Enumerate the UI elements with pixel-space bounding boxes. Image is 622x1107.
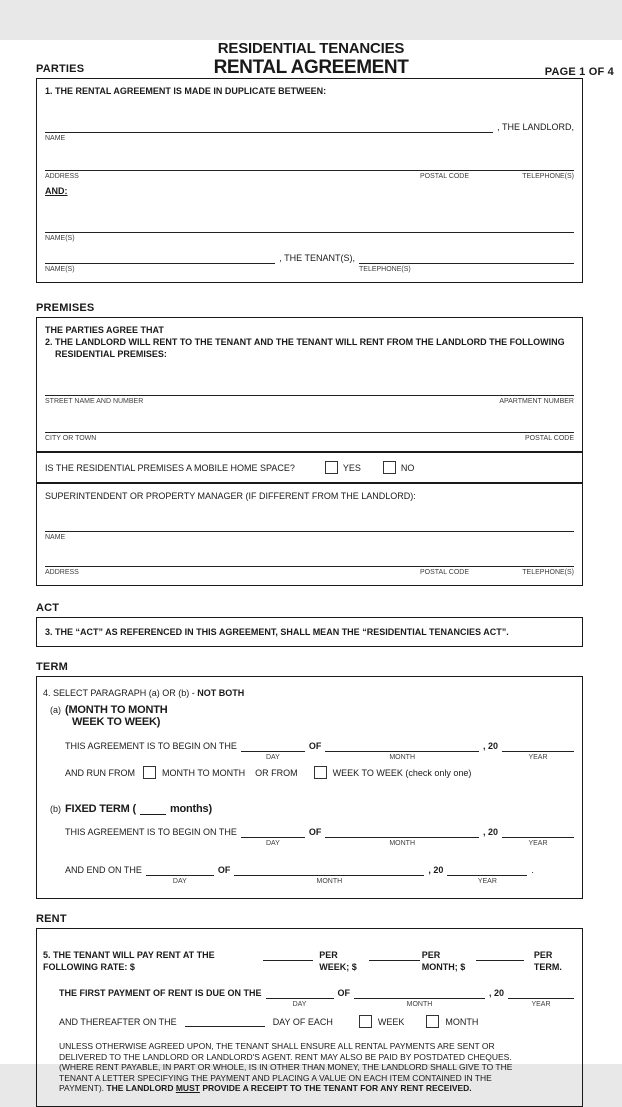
term-box — [36, 676, 583, 899]
mobile-home-no-checkbox[interactable] — [383, 461, 396, 474]
year-label: YEAR — [528, 754, 548, 761]
first-payment-text: THE FIRST PAYMENT OF RENT IS DUE ON THE — [59, 988, 262, 998]
city-field[interactable] — [45, 421, 574, 433]
landlord-address-group — [45, 159, 574, 181]
telephones-label: TELEPHONE(S) — [359, 266, 411, 273]
term-b-begin-day-group — [241, 826, 305, 848]
telephones-label: TELEPHONE(S) — [522, 569, 574, 576]
rent-heading: RENT — [36, 913, 67, 925]
apartment-number-label: APARTMENT NUMBER — [499, 398, 574, 405]
mobile-home-question: IS THE RESIDENTIAL PREMISES A MOBILE HOME SPACE? — [45, 462, 295, 473]
term-b-end-year-group — [447, 864, 527, 886]
parties-clause: 1. THE RENTAL AGREEMENT IS MADE IN DUPLICATE BETWEEN: — [45, 86, 327, 96]
landlord-name-row — [45, 121, 574, 143]
day-label: DAY — [292, 1001, 307, 1008]
mobile-home-question-row — [45, 461, 574, 474]
first-payment-year-group — [508, 987, 574, 1009]
premises-main-row — [37, 318, 582, 451]
month-label: MONTH — [316, 878, 343, 885]
term-clause — [43, 687, 574, 699]
term-a-begin-year-field[interactable] — [502, 740, 574, 752]
run-from-text: AND RUN FROM — [65, 767, 135, 778]
first-payment-row — [59, 987, 574, 1009]
year-prefix-text: , 20 — [428, 865, 444, 875]
term-a-begin-day-group — [241, 740, 305, 762]
rent-week-checkbox[interactable] — [359, 1015, 372, 1028]
form-title-line2: RENTAL AGREEMENT — [213, 57, 409, 78]
city-row — [45, 421, 574, 443]
postal-code-label: POSTAL CODE — [524, 435, 574, 442]
term-a-begin-day-field[interactable] — [241, 740, 305, 752]
term-b-begin-day-field[interactable] — [241, 826, 305, 838]
tenant-suffix-text: , THE TENANT(S), — [279, 253, 355, 263]
act-heading: ACT — [36, 602, 60, 614]
tenant-names-field[interactable] — [45, 221, 574, 233]
rent-per-term-field[interactable] — [476, 949, 523, 961]
month-to-month-label: MONTH TO MONTH — [162, 767, 246, 778]
term-b-end-year-field[interactable] — [447, 864, 527, 876]
thereafter-row — [59, 1015, 574, 1028]
year-prefix-text: , 20 — [488, 988, 504, 998]
address-label: ADDRESS — [45, 173, 79, 180]
yes-label: YES — [342, 462, 361, 473]
term-clause-bold: NOT BOTH — [197, 688, 245, 698]
day-label: DAY — [265, 840, 280, 847]
tenant-names-group — [45, 221, 574, 243]
premises-heading: PREMISES — [36, 302, 95, 314]
act-clause: 3. THE “ACT” AS REFERENCED IN THIS AGREEMENT, SHALL MEAN THE “RESIDENTIAL TENANCIES ACT”. — [45, 627, 509, 637]
week-to-week-label: WEEK TO WEEK (check only one) — [332, 767, 472, 778]
premises-box — [36, 317, 583, 586]
superintendent-address-group — [45, 555, 574, 577]
landlord-name-group — [45, 121, 493, 143]
superintendent-address-labels — [45, 567, 574, 577]
rent-notice-text: UNLESS OTHERWISE AGREED UPON, THE TENANT SHALL ENSURE ALL RENTAL PAYMENTS ARE SENT OR DELIVERED TO THE LANDLORD OR LANDLORD'S AGENT. RENT MAY ALSO BE PAID BY POSTDATED CHEQUES. (WHERE RENT PAYABLE, IN PART OR WHOLE, IS IN OTHER THAN MONEY, THE LANDLORD SHALL GIVE TO THE TENANT A LETTER SPECIFYING THE PAYMENT AND PLACING A VALUE ON EACH ITEM CONTAINED IN THE PAYMENT). — [59, 1041, 513, 1093]
paragraph-b-title-suffix: months) — [169, 803, 212, 815]
act-box — [36, 617, 583, 647]
day-label: DAY — [172, 878, 187, 885]
paragraph-b-title-prefix: FIXED TERM ( — [65, 803, 136, 815]
names-label: NAME(S) — [45, 266, 75, 273]
term-heading: TERM — [36, 661, 68, 673]
term-b-begin-year-field[interactable] — [502, 826, 574, 838]
rent-rate-row — [43, 949, 574, 973]
term-b-begin-text: THIS AGREEMENT IS TO BEGIN ON THE — [65, 827, 237, 837]
month-to-month-checkbox[interactable] — [143, 766, 156, 779]
mobile-home-row — [37, 451, 582, 482]
term-b-end-day-field[interactable] — [146, 864, 214, 876]
mobile-home-no-group — [383, 461, 415, 474]
term-b-end-text: AND END ON THE — [65, 865, 142, 875]
and-label: AND: — [45, 186, 68, 196]
parties-box — [36, 78, 583, 283]
term-a-run-row — [65, 766, 574, 779]
per-month-text: PER MONTH; $ — [421, 950, 466, 972]
end-period-text: . — [531, 865, 534, 875]
telephones-label: TELEPHONE(S) — [522, 173, 574, 180]
per-week-text: PER WEEK; $ — [319, 950, 357, 972]
tenant-name-telephone-row — [45, 252, 574, 274]
year-label: YEAR — [477, 878, 497, 885]
term-a-begin-month-field[interactable] — [325, 740, 479, 752]
landlord-address-field[interactable] — [45, 159, 574, 171]
paragraph-a-title — [50, 704, 574, 728]
paragraph-a-title-line2: WEEK TO WEEK) — [72, 716, 161, 728]
tenant-telephone-field[interactable] — [359, 252, 574, 264]
week-label: WEEK — [377, 1016, 405, 1027]
day-label: DAY — [265, 754, 280, 761]
tenant-name-field[interactable] — [45, 252, 275, 264]
term-a-begin-month-group — [325, 740, 479, 762]
rent-notice-bold2: PROVIDE A RECEIPT TO THE TENANT FOR ANY RENT RECEIVED. — [202, 1083, 472, 1093]
first-payment-day-field[interactable] — [266, 987, 334, 999]
term-b-begin-year-group — [502, 826, 574, 848]
landlord-address-labels — [45, 171, 574, 181]
superintendent-row — [37, 482, 582, 585]
rent-per-month-field[interactable] — [369, 949, 420, 961]
term-a-begin-year-group — [502, 740, 574, 762]
first-payment-month-field[interactable] — [354, 987, 485, 999]
term-b-end-month-group — [234, 864, 424, 886]
superintendent-name-group — [45, 520, 574, 542]
year-label: YEAR — [528, 840, 548, 847]
city-label: CITY OR TOWN — [45, 435, 97, 442]
name-label: NAME — [45, 534, 66, 541]
first-payment-day-group — [266, 987, 334, 1009]
paragraph-a-title-line1: (MONTH TO MONTH — [65, 704, 168, 716]
rental-agreement-form-page — [0, 40, 622, 1093]
of-label: OF — [308, 827, 322, 837]
postal-code-label: POSTAL CODE — [420, 569, 470, 576]
paragraph-a-title-lines — [65, 704, 168, 728]
city-group — [45, 421, 574, 443]
postal-code-label: POSTAL CODE — [420, 173, 470, 180]
tenant-telephone-group — [359, 252, 574, 274]
name-label: NAME — [45, 135, 66, 142]
paragraph-b-label: (b) — [50, 804, 61, 814]
city-labels — [45, 433, 574, 443]
month-label: MONTH — [406, 1001, 433, 1008]
street-label: STREET NAME AND NUMBER — [45, 398, 144, 405]
parties-agree-text: THE PARTIES AGREE THAT — [45, 325, 164, 335]
rent-month-checkbox[interactable] — [426, 1015, 439, 1028]
term-b-begin-month-field[interactable] — [325, 826, 479, 838]
superintendent-address-field[interactable] — [45, 555, 574, 567]
tenant-name-group — [45, 252, 275, 274]
names-label: NAME(S) — [45, 235, 75, 242]
street-field[interactable] — [45, 384, 574, 396]
superintendent-address-row — [45, 555, 574, 577]
mobile-home-yes-checkbox[interactable] — [325, 461, 338, 474]
term-b-begin-month-group — [325, 826, 479, 848]
mobile-home-yes-group — [325, 461, 361, 474]
term-a-begin-text: THIS AGREEMENT IS TO BEGIN ON THE — [65, 741, 237, 751]
form-title-line1: RESIDENTIAL TENANCIES — [217, 40, 405, 57]
term-b-end-month-field[interactable] — [234, 864, 424, 876]
year-label: YEAR — [531, 1001, 551, 1008]
rent-rate-prefix: 5. THE TENANT WILL PAY RENT AT THE FOLLOWING RATE: $ — [43, 950, 215, 972]
week-to-week-checkbox[interactable] — [314, 766, 327, 779]
landlord-suffix-text: , THE LANDLORD, — [497, 122, 574, 132]
street-group — [45, 384, 574, 406]
per-term-text: PER TERM. — [533, 950, 562, 972]
form-content — [36, 40, 583, 1107]
first-payment-month-group — [354, 987, 485, 1009]
fixed-term-months-field[interactable] — [140, 804, 166, 815]
street-row — [45, 384, 574, 406]
of-label: OF — [308, 741, 322, 751]
term-a-begin-row — [65, 740, 574, 762]
parties-box-row — [37, 79, 582, 282]
month-label: MONTH — [389, 754, 416, 761]
rent-notice-bold1: THE LANDLORD — [106, 1083, 174, 1093]
year-prefix-text: , 20 — [482, 741, 498, 751]
parties-heading: PARTIES — [36, 63, 85, 75]
month-label-checkbox: MONTH — [445, 1016, 479, 1027]
rent-box — [36, 928, 583, 1107]
superintendent-text: SUPERINTENDENT OR PROPERTY MANAGER (IF DIFFERENT FROM THE LANDLORD): — [45, 491, 416, 501]
first-payment-year-field[interactable] — [508, 987, 574, 999]
paragraph-a-label: (a) — [50, 705, 61, 715]
of-label: OF — [337, 988, 351, 998]
or-from-text: OR FROM — [255, 767, 298, 778]
superintendent-name-row — [45, 520, 574, 542]
rent-per-week-field[interactable] — [263, 949, 314, 961]
rent-notice-bold-underline: MUST — [175, 1083, 200, 1093]
thereafter-day-field[interactable] — [185, 1015, 265, 1027]
year-prefix-text: , 20 — [482, 827, 498, 837]
premises-clause: 2. THE LANDLORD WILL RENT TO THE TENANT AND THE TENANT WILL RENT FROM THE LANDLORD THE FOLLOWING RESIDENTIAL PREMISES: — [45, 337, 565, 359]
page-number: PAGE 1 OF 4 — [544, 66, 614, 78]
street-labels — [45, 396, 574, 406]
rent-notice-paragraph — [59, 1041, 538, 1094]
tenant-names-row — [45, 221, 574, 243]
landlord-name-field[interactable] — [45, 121, 493, 133]
superintendent-name-field[interactable] — [45, 520, 574, 532]
term-b-end-row — [65, 864, 574, 886]
term-b-end-day-group — [146, 864, 214, 886]
paragraph-b-title — [50, 803, 574, 815]
of-label: OF — [217, 865, 231, 875]
landlord-address-row — [45, 159, 574, 181]
term-b-begin-row — [65, 826, 574, 848]
address-label: ADDRESS — [45, 569, 79, 576]
no-label: NO — [400, 462, 415, 473]
term-clause-prefix: 4. SELECT PARAGRAPH (a) OR (b) - — [43, 688, 195, 698]
month-label: MONTH — [389, 840, 416, 847]
thereafter-text: AND THEREAFTER ON THE — [59, 1016, 177, 1027]
day-of-each-text: DAY OF EACH — [272, 1016, 333, 1027]
